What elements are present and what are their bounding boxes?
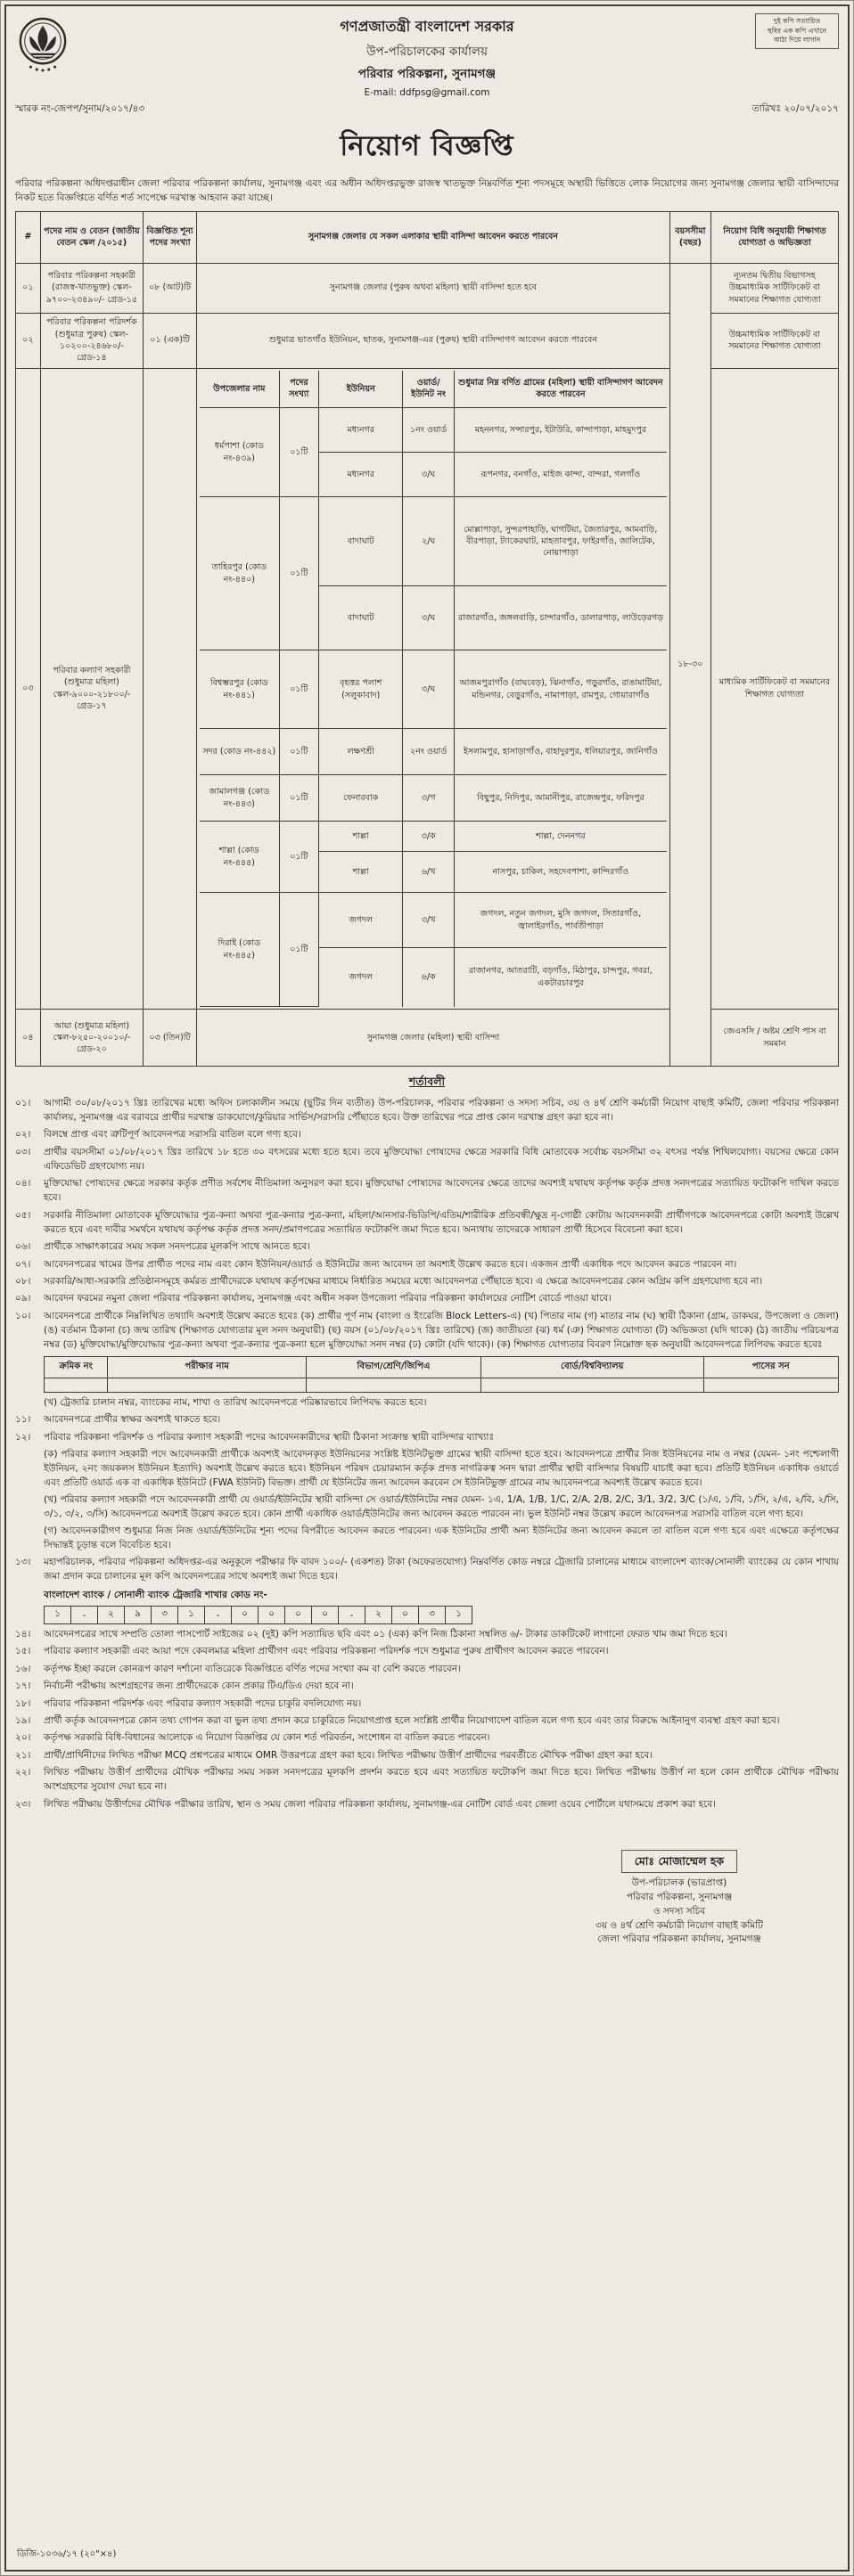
ward-number: ৬/খ bbox=[403, 852, 455, 893]
intro-paragraph: পরিবার পরিকল্পনা অধিদপ্তরাধীন জেলা পরিবার পরিকল্পনা কার্যালয়, সুনামগঞ্জ এবং এর অধীন অধিদপ্তরভুক্ত রাজস্ব খাতভুক্ত নিম্নবর্ণিত শূন্য পদসমূহে অস্থায়ী ভিত্তিতে লোক নিয়োগের জন্য সুনামগঞ্জ জেলার স্থায়ী বাসিন্দাদের নিকট হতে বিজ্ঞপ্তিতে বর্ণিত শর্ত সাপেক্ষে দরখাস্ত আহবান করা যাচ্ছে। bbox=[15, 178, 839, 204]
row2-vacancies: ০১ (এক)টি bbox=[144, 313, 197, 368]
condition-text: পরিবার কল্যাণ সহকারী এবং আয়া পদে কেবলমাত্র মহিলা প্রার্থীগণ এবং পরিবার পরিকল্পনা পরিদর্শক পদে শুধুমাত্র পুরুষ প্রার্থীগণ আবেদন করতে পারবেন। bbox=[44, 1646, 609, 1657]
bank-code-digit: - bbox=[205, 1607, 232, 1624]
union-name: জগদল bbox=[319, 948, 403, 1007]
condition-number: ০১। bbox=[15, 1098, 31, 1109]
condition-number: ১৬। bbox=[15, 1663, 31, 1674]
upazila-sadar: সদর (কোড নং-৪৪২) bbox=[200, 729, 279, 775]
posts-count: ০১টি bbox=[279, 893, 319, 1007]
condition-number: ০৪। bbox=[15, 1178, 31, 1190]
office-name: উপ-পরিচালকের কার্যালয় bbox=[366, 45, 488, 59]
condition-item-6 bbox=[15, 1240, 839, 1255]
condition-text: আবেদনপত্রের খামের উপর প্রার্থীত পদের নাম এবং কোন ইউনিয়ন/ওয়ার্ড ও ইউনিটের জন্য আবেদন তা অবশ্যই উল্লেখ করতে হবে। একজন প্রার্থী একাধিক পদে আবেদন করতে পারবেন না। bbox=[44, 1258, 737, 1270]
condition-number: ০৬। bbox=[15, 1241, 31, 1253]
subtable-row bbox=[200, 408, 667, 453]
ward-number: ৩/ক bbox=[403, 822, 455, 852]
blank-cell bbox=[307, 1378, 481, 1392]
condition-item-2 bbox=[15, 1128, 839, 1142]
condition-text: প্রার্থী/প্রার্থিনীদের লিখিত পরীক্ষা MCQ প্রশ্নপত্রের মাধ্যমে OMR উত্তরপত্রে গ্রহণ করা হবে। লিখিত পরীক্ষায় উত্তীর্ণ প্রার্থীদের পরবর্তীতে মৌখিক পরীক্ষা গ্রহণ করা হবে। bbox=[44, 1749, 653, 1761]
subtable-row bbox=[200, 822, 667, 852]
condition-number: ২২। bbox=[15, 1767, 31, 1779]
education-table-header-row bbox=[45, 1356, 839, 1378]
page-title: নিয়োগ বিজ্ঞপ্তি bbox=[340, 130, 514, 162]
bank-code-digit: - bbox=[71, 1607, 98, 1624]
row2-serial: ০২ bbox=[16, 313, 41, 368]
col-header-age: বয়সসীমা (বছর) bbox=[669, 211, 710, 263]
posts-count: ০১টি bbox=[279, 729, 319, 775]
upazila-bishwambarpur: বিশ্বম্ভরপুর (কোড নং-৪৪১) bbox=[200, 650, 279, 729]
subtable-row bbox=[200, 650, 667, 729]
condition-item-5 bbox=[15, 1209, 839, 1238]
header-center bbox=[139, 13, 716, 98]
ward-number: ২নং ওয়ার্ড bbox=[403, 729, 455, 775]
issue-date: তারিখঃ ২০/০৭/২০১৭ bbox=[751, 103, 839, 114]
signatory-name: মোঃ মোজাম্মেল হক bbox=[621, 1850, 737, 1874]
villages-list: বিছুপুর, নিদিপুর, আমানীপুর, রাজেন্দ্রপুর, ফরিদপুর bbox=[454, 775, 666, 822]
condition-item-16 bbox=[15, 1663, 839, 1677]
condition-item-10 bbox=[15, 1310, 839, 1353]
union-name: বৃহত্তর পলাশ (সলুকাবাদ) bbox=[319, 650, 403, 729]
condition-text: লিখিত পরীক্ষায় উত্তীর্ণ প্রার্থীদের মৌখিক পরীক্ষার সময় সকল সনদপত্রের মূলকপি প্রদর্শন করতে হবে এবং সত্যায়িত ফটোকপি জমা দিতে হবে। লিখিত পরীক্ষায় উত্তীর্ণ না হলে কোন প্রার্থীকে মৌখিক পরীক্ষায় অংশগ্রহণের সুযোগ দেয়া হবে না। bbox=[44, 1767, 839, 1793]
condition-item-18 bbox=[15, 1697, 839, 1712]
condition-text: পরিবার পরিকল্পনা পরিদর্শক এবং পরিবার কল্যাণ সহকারী পদের চাকুরি বদলিযোগ্য নয়। bbox=[44, 1697, 362, 1709]
condition-10-sub-b: (খ) ট্রেজারি চালান নম্বর, ব্যাংকের নাম, শাখা ও তারিখ আবেদনপত্রে পরিষ্কারভাবে লিপিবদ্ধ করতে হবে। bbox=[44, 1396, 427, 1408]
bank-code-digit: ০ bbox=[312, 1607, 339, 1624]
posts-count: ০১টি bbox=[279, 497, 319, 650]
bank-code-digit: ০ bbox=[259, 1607, 285, 1624]
bank-code-digit: ০ bbox=[232, 1607, 259, 1624]
upazila-dirai: দিরাই (কোড নং-৪৪৫) bbox=[200, 893, 279, 1007]
press-reference: ডিজি-১০৩৬/১৭ (২০"×৪) bbox=[17, 2549, 117, 2559]
condition-item-13 bbox=[15, 1556, 839, 1584]
condition-number: ২৩। bbox=[15, 1798, 31, 1810]
villages-list: মহননগর, সন্সারপুর, ইটাউরি, কান্দাপাড়া, মাহমুদপুর bbox=[454, 408, 666, 453]
condition-number: ১৫। bbox=[15, 1646, 31, 1657]
villages-list: রাজানগর, আতরাটি, বড়গাঁও, মিঠাপুর, চান্দপুর, গবরা, একটারচারপুর bbox=[454, 948, 666, 1007]
condition-item-21 bbox=[15, 1749, 839, 1763]
vacancy-row-2 bbox=[16, 313, 839, 368]
posts-count: ০১টি bbox=[279, 650, 319, 729]
bank-code-table bbox=[44, 1606, 472, 1624]
ward-number: ১নং ওয়ার্ড bbox=[403, 408, 455, 453]
condition-number: ২০। bbox=[15, 1732, 31, 1744]
blank-cell bbox=[481, 1378, 703, 1392]
villages-list: আজমপুরাগাঁও (বাঘবেড়), ঝিনাগাঁও, গড়ুরগাঁও, রাঙামাটিয়া, মন্ডিনগর, বেড়ুরগাঁও, নামাপাড়া, রামপুর, গোয়ারাগাঁও bbox=[454, 650, 666, 729]
condition-item-3 bbox=[15, 1146, 839, 1174]
condition-item-4 bbox=[15, 1177, 839, 1206]
bank-code-digit: - bbox=[339, 1607, 365, 1624]
row3-serial: ০৩ bbox=[16, 368, 41, 1010]
condition-number: ০৯। bbox=[15, 1293, 31, 1304]
photo-instruction-box bbox=[755, 13, 839, 49]
condition-text: আগামী ৩০/০৮/২০১৭ খ্রিঃ তারিখের মধ্যে অফিস চলাকালীন সময়ে (ছুটির দিন ব্যতীত) উপ-পরিচালক, পরিবার পরিকল্পনা ও সদস্য সচিব, ৩য় ও ৪র্থ শ্রেণি কর্মচারী নিয়োগ বাছাই কমিটি, জেলা পরিবার পরিকল্পনা কার্যালয়, সুনামগঞ্জ এর বরাবরে প্রার্থীর দরখাস্ত ডাকযোগে/কুরিয়ার সার্ভিস/সরাসরি পৌঁছাতে হবে। উক্ত তারিখের পরে প্রাপ্ত কোন দরখাস্ত গ্রহণ করা হবে না। bbox=[44, 1098, 839, 1123]
row3-area-subtable-cell bbox=[197, 368, 670, 1010]
condition-text: সরকারি/আধা-সরকারি প্রতিষ্ঠানসমূহে কর্মরত প্রার্থীদেরকে যথাযথ কর্তৃপক্ষের মাধ্যমে নির্ধারিত সময়ের মধ্যে আবেদনপত্র পৌঁছাতে হবে। এ ক্ষেত্রে আবেদনপত্রের কোন অগ্রিম কপি গ্রহণযোগ্য হবে না। bbox=[44, 1276, 763, 1288]
bank-code-digit: ৯ bbox=[125, 1607, 152, 1624]
condition-item-11 bbox=[15, 1413, 839, 1427]
education-info-table bbox=[44, 1356, 839, 1393]
condition-number: ০২। bbox=[15, 1129, 31, 1141]
bank-code-digit: ১ bbox=[178, 1607, 205, 1624]
sub-col-union: ইউনিয়ন bbox=[319, 371, 403, 408]
union-name: মধ্যনগর bbox=[319, 408, 403, 453]
subtable-row bbox=[200, 893, 667, 948]
subtable-row bbox=[200, 497, 667, 586]
signatory-committee-office: জেলা পরিবার পরিকল্পনা কার্যালয়, সুনামগঞ্জ bbox=[597, 1934, 761, 1945]
exam-col-name: পরীক্ষার নাম bbox=[108, 1356, 307, 1378]
bank-code-digit: ২ bbox=[365, 1607, 392, 1624]
row4-qualification: জেএসসি / অষ্টম শ্রেণি পাস বা সমমান bbox=[710, 1010, 838, 1067]
condition-number: ০৮। bbox=[15, 1276, 31, 1288]
upazila-dharmapasha: ধর্মপাশা (কোড নং-৪৩৯) bbox=[200, 408, 279, 497]
signatory-office: পরিবার পরিকল্পনা, সুনামগঞ্জ bbox=[626, 1892, 733, 1903]
condition-number: ১৭। bbox=[15, 1681, 31, 1692]
condition-item-15 bbox=[15, 1645, 839, 1659]
col-header-post: পদের নাম ও বেতন (জাতীয় বেতন স্কেল /২০১৫) bbox=[40, 211, 143, 263]
villages-list: রূপনগর, বনগাঁও, মাইজ কান্দা, বান্দরা, গলগাঁও bbox=[454, 453, 666, 497]
row2-area: শুধুমাত্র ভাতগাঁও ইউনিয়ন, ছাতক, সুনামগঞ্জ-এর (পুরুষ) স্থায়ী বাসিন্দাগণ আবেদন করতে পারবেন bbox=[197, 313, 670, 368]
bank-code-digit: ০ bbox=[285, 1607, 312, 1624]
conditions-list bbox=[15, 1097, 839, 1812]
condition-text: মুক্তিযোদ্ধা পোষ্যদের ক্ষেত্রে সরকার কর্তৃক প্রণীত সর্বশেষ নীতিমালা অনুসরণ করা হবে। মুক্তিযোদ্ধা পোষ্যদের আবেদনের ক্ষেত্রে তাদের অবশ্যই যথাযথ কর্তৃপক্ষ কর্তৃক প্রদত্ত সনদপত্রের সত্যায়িত ফটোকপি দাখিল করতে হবে। bbox=[44, 1178, 839, 1204]
col-header-qualification: নিয়োগ বিধি অনুযায়ী শিক্ষাগত যোগ্যতা ও অভিজ্ঞতা bbox=[710, 211, 838, 263]
condition-text: কর্তৃপক্ষ ইচ্ছা করলে কোনরূপ কারণ দর্শানো ব্যতিরেকে বিজ্ঞপ্তিতে বর্ণিত পদের সংখ্যা কম বা বেশি করতে পারবেন। bbox=[44, 1663, 461, 1674]
condition-number: ১১। bbox=[15, 1414, 31, 1426]
condition-text: আবেদনপত্রে প্রার্থীকে নিম্নলিখিত তথ্যাদি অবশ্যই উল্লেখ করতে হবেঃ (ক) প্রার্থীর পূর্ণ নাম (বাংলা ও ইংরেজি Block Letters-এ) (খ) পিতার নাম (গ) মাতার নাম (ঘ) স্থায়ী ঠিকানা (গ্রাম, ডাকঘর, উপজেলা ও জেলা) (ঙ) বর্তমান ঠিকানা (চ) জন্ম তারিখ (শিক্ষাগত যোগ্যতার মূল সনদ অনুযায়ী) (ছ) বয়স (০১/০৮/২০১৭ খ্রিঃ তারিখে) (জ) জাতীয়তা (ঝ) ধর্ম (ঞ) শিক্ষাগত যোগ্যতা (ট) অভিজ্ঞতা (যদি থাকে) (ঠ) জাতীয় পরিচয়পত্র নম্বর (ড) মুক্তিযোদ্ধা/মুক্তিযোদ্ধার পুত্র-কন্যা অথবা পুত্র-কন্যার পুত্র-কন্যা হলে মুক্তিযোদ্ধা সনদ নম্বর (ঢ) কোটা (যদি থাকে)। (ক) শিক্ষাগত যোগ্যতার বিবরণ নিম্নোক্ত ছক অনুযায়ী আবেদনপত্রে লিপিবদ্ধ করতে হবেঃ bbox=[44, 1310, 839, 1350]
ward-number: ৩/ঘ bbox=[403, 453, 455, 497]
blank-cell bbox=[703, 1378, 839, 1392]
memo-row bbox=[15, 102, 839, 118]
vacancy-row-4 bbox=[16, 1010, 839, 1067]
condition-text: আবেদন ফরমের নমুনা জেলা পরিবার পরিকল্পনা কার্যালয়, সুনামগঞ্জ এবং অধীন সকল উপজেলা পরিবার পরিকল্পনা কার্যালয়ের নোটিশ বোর্ডে পাওয়া যাবে। bbox=[44, 1293, 612, 1304]
header bbox=[15, 13, 839, 99]
condition-item-1 bbox=[15, 1097, 839, 1125]
conditions-heading: শর্তাবলী bbox=[408, 1075, 446, 1089]
union-name: শাল্লা bbox=[319, 852, 403, 893]
sub-col-upazila: উপজেলার নাম bbox=[200, 371, 279, 408]
row4-vacancies: ০৩ (তিন)টি bbox=[144, 1010, 197, 1067]
sub-col-ward: ওয়ার্ড/ ইউনিট নং bbox=[403, 371, 455, 408]
villages-list: রাজারগাঁও, জঙ্গলবাড়ি, চান্দারগাঁও, ডালারপাড়, লাউড়েরগড় bbox=[454, 586, 666, 650]
condition-item-8 bbox=[15, 1275, 839, 1289]
condition-text: প্রার্থীকে সাক্ষাৎকারের সময় সকল সনদপত্রের মূলকপি সাথে আনতে হবে। bbox=[44, 1241, 310, 1253]
row4-area: সুনামগঞ্জ জেলার (মহিলা) স্থায়ী বাসিন্দা bbox=[197, 1010, 670, 1067]
villages-list: ইসলামপুর, হাসাড়াগাঁও, বাহাদুরপুর, ধলিয়ারপুর, জানিগাঁও bbox=[454, 729, 666, 775]
condition-item-12 bbox=[15, 1431, 839, 1445]
col-header-vacancies: বিজ্ঞপ্তিত শূন্য পদের সংখ্যা bbox=[144, 211, 197, 263]
row3-post: পরিবার কল্যাণ সহকারী (শুধুমাত্র মহিলা) স্কেল-৯০০০-২১৮০০/- গ্রেড-১৭ bbox=[40, 368, 143, 1010]
row4-post: আয়া (শুধুমাত্র মহিলা) স্কেল-৮২৫০-২০০১০/- গ্রেড-২০ bbox=[40, 1010, 143, 1067]
education-table-blank-row bbox=[45, 1378, 839, 1392]
condition-number: ১০। bbox=[15, 1310, 31, 1321]
condition-text: সরকারি নীতিমালা মোতাবেক মুক্তিযোদ্ধার পুত্র-কন্যা অথবা পুত্র-কন্যার পুত্র-কন্যা, মহিলা/আনসার-ভিডিপি/এতিম/শারীরিক প্রতিবন্ধী/ক্ষুদ্র নৃ-গোষ্ঠী কোটায় আবেদনকারী প্রার্থীগণকে আবেদনপত্রে কোটা অবশ্যই উল্লেখ করতে হবে এবং দাবীর সমর্থনে যথাযথ কর্তৃপক্ষ কর্তৃক প্রদত্ত সনদ/প্রমাণপত্রের সত্যায়িত ফটোকপি জমা দিতে হবে। অন্যথায় তাদেরকে সাধারণ প্রার্থী হিসেবে বিবেচনা করা হবে। bbox=[44, 1209, 839, 1235]
bank-code-digit: ৩ bbox=[419, 1607, 446, 1624]
ward-number: ৩/গ bbox=[403, 775, 455, 822]
condition-text: আবেদনপত্রে প্রার্থীর স্বাক্ষর অবশ্যই থাকতে হবে। bbox=[44, 1414, 221, 1426]
signatory-designation: উপ-পরিচালক (ভারপ্রাপ্ত) bbox=[631, 1877, 727, 1889]
row1-serial: ০১ bbox=[16, 263, 41, 313]
union-name: লক্ষণশ্রী bbox=[319, 729, 403, 775]
condition-text: প্রার্থী কর্তৃক আবেদনপত্রে কোন তথ্য গোপন করা বা ভুল তথ্য প্রদান করে চাকুরিতে নিয়োগপ্রাপ্ত হলে সংশ্লিষ্ট প্রার্থীর নিয়োগাদেশ বাতিল বলে গণ্য হবে এবং তার বিরুদ্ধে আইনানুগ ব্যবস্থা গ্রহণ করা হবে। bbox=[44, 1714, 780, 1726]
sub-col-villages: শুধুমাত্র নিম্ন বর্ণিত গ্রামের (মহিলা) স্থায়ী বাসিন্দাগণ আবেদন করতে পারবেন bbox=[454, 371, 666, 408]
sub-col-posts: পদের সংখ্যা bbox=[279, 371, 319, 408]
upazila-jamalganj: জামালগঞ্জ (কোড নং-৪৪৩) bbox=[200, 775, 279, 822]
exam-col-year: পাসের সন bbox=[703, 1356, 839, 1378]
exam-col-serial: ক্রমিক নং bbox=[45, 1356, 108, 1378]
condition-item-22 bbox=[15, 1766, 839, 1795]
row1-post: পরিবার পরিকল্পনা সহকারী (রাজস্ব-খাতভুক্ত) স্কেল- ৯৭০০-২৩৪৯০/- গ্রেড-১৫ bbox=[40, 263, 143, 313]
row1-area: সুনামগঞ্জ জেলার (পুরুষ অথবা মহিলা) স্থায়ী বাসিন্দা হতে হবে bbox=[197, 263, 670, 313]
condition-item-14 bbox=[15, 1628, 839, 1642]
bank-code-digit: ০ bbox=[392, 1607, 419, 1624]
villages-list: নাসপুর, চাকিল, সহদেবপাশা, কান্দিরগাঁও bbox=[454, 852, 666, 893]
ward-number: ৩/ঘ bbox=[403, 586, 455, 650]
vacancy-row-1 bbox=[16, 263, 839, 313]
posts-count: ০১টি bbox=[279, 822, 319, 893]
bank-code-label: বাংলাদেশ ব্যাংক / সোনালী ব্যাংক ট্রেজারি শাখার কোড নং- bbox=[44, 1590, 267, 1601]
condition-12-sub-b: (খ) পরিবার কল্যাণ সহকারী পদে আবেদনকারী প্রার্থী যে ওয়ার্ড/ইউনিটের স্থায়ী বাসিন্দা সে ওয়ার্ড/ইউনিটের নম্বর যেমন- ১এ, 1/A, 1/B, 1/C, 2/A, 2/B, 2/C, 3/1, 3/2, 3/C (১/এ, ১/বি, ১/সি, ২/এ, ২/বি, ২/সি, ৩/১, ৩/২, ৩/সি) আবেদনপত্রে অবশ্যই উল্লেখ করতে হবে। কোন প্রার্থী একাধিক ওয়ার্ড/ইউনিটের জন্য আবেদন করতে পারবেন না। ভুল ইউনিট নম্বর উল্লেখ করলে আবেদনপত্র সরাসরি বাতিল বলে গণ্য হবে। bbox=[44, 1494, 839, 1519]
condition-number: ১৯। bbox=[15, 1714, 31, 1726]
ward-number: ২/ঘ bbox=[403, 497, 455, 586]
condition-text: আবেদনপত্রের সাথে সম্প্রতি তোলা পাসপোর্ট সাইজের ০২ (দুই) কপি সত্যায়িত ছবি এবং ০১ (এক) কপি নিজ ঠিকানা সম্বলিত ৬/- টাকার ডাকটিকেট লাগানো ফেরত খাম জমা দিতে হবে। bbox=[44, 1628, 727, 1640]
photo-box-line-2: ছবির এক কপি এখানে bbox=[768, 26, 826, 35]
union-name: বাদাঘাট bbox=[319, 586, 403, 650]
condition-12-sub-a: (ক) পরিবার কল্যাণ সহকারী পদে আবেদনকারী প্রার্থীকে অবশ্যই আবেদনকৃত ইউনিয়নের সংশ্লিষ্ট ইউনিটভুক্ত গ্রামের স্থায়ী বাসিন্দা হতে হবে। আবেদনপত্রে প্রার্থীর নিজ ইউনিয়নের নাম ও নম্বর (যেমন- ১নং পশ্চেলাগী ইউনিয়ন, ২নং জয়কলস ইউনিয়ন ইত্যাদি) অবশ্যই উল্লেখ করতে হবে। ইউনিয়ন পরিষদ চেয়ারম্যান কর্তৃক প্রদত্ত নাগরিকত্ব সনদ দ্বারা প্রার্থীর স্থায়ী বাসিন্দার বিষয়টি যাচাই করা হবে। প্রতিটি ইউনিয়ন একাধিক ওয়ার্ডে এবং প্রতিটি ওয়ার্ড এক বা একাধিক ইউনিটে (FWA ইউনিট) বিভক্ত। প্রার্থী যে ইউনিটের জন্য আবেদন করবেন সে ইউনিটভুক্ত গ্রামের নাম আবেদনপত্রে অবশ্যই উল্লেখ করতে হবে। bbox=[44, 1449, 839, 1489]
blank-cell bbox=[108, 1378, 307, 1392]
exam-col-board: বোর্ড/বিশ্ববিদ্যালয় bbox=[481, 1356, 703, 1378]
signatory-committee: ৩য় ও ৪র্থ শ্রেণি কর্মচারী নিয়োগ বাছাই কমিটি bbox=[595, 1919, 763, 1931]
condition-item-17 bbox=[15, 1680, 839, 1694]
posts-count: ০১টি bbox=[279, 408, 319, 497]
bank-code-digit: ১ bbox=[45, 1607, 71, 1624]
posts-count: ০১টি bbox=[279, 775, 319, 822]
union-name: শাল্লা bbox=[319, 822, 403, 852]
row2-post: পরিবার পরিকল্পনা পরিদর্শক (শুধুমাত্র পুরুষ) স্কেল- ১০২০০-২৪৬৮০/- গ্রেড-১৪ bbox=[40, 313, 143, 368]
subtable-row bbox=[200, 775, 667, 822]
exam-col-division: বিভাগ/শ্রেণি/জিপিএ bbox=[307, 1356, 481, 1378]
bank-code-row bbox=[45, 1607, 472, 1624]
condition-item-19 bbox=[15, 1714, 839, 1729]
ward-number: ৩/খ bbox=[403, 893, 455, 948]
condition-text: প্রার্থীর বয়সসীমা ০১/০৮/২০১৭ খ্রিঃ তারিখে ১৮ হতে ৩০ বৎসরের মধ্যে হতে হবে। তবে মুক্তিযোদ্ধা পোষ্যদের ক্ষেত্রে সরকারি বিধি মোতাবেক সর্বোচ্চ বয়সসীমা ৩২ বৎসর পর্যন্ত শিথিলযোগ্য। বয়সের ক্ষেত্রে কোন এফিডেভিট গ্রহণযোগ্য নয়। bbox=[44, 1146, 839, 1172]
memo-number: স্মারক নং-জেপপ/সুনাম/২০১৭/৪৩ bbox=[15, 103, 145, 114]
bank-code-digit: ২ bbox=[98, 1607, 125, 1624]
email-line: E-mail: ddfpsg@gmail.com bbox=[364, 87, 490, 98]
condition-number: ০৭। bbox=[15, 1258, 31, 1270]
age-range-cell: ১৮-৩০ bbox=[669, 263, 710, 1067]
blank-cell bbox=[45, 1378, 108, 1392]
condition-item-20 bbox=[15, 1731, 839, 1746]
row4-serial: ০৪ bbox=[16, 1010, 41, 1067]
bank-code-digit: ১ bbox=[446, 1607, 472, 1624]
row1-qualification: ন্যূনতম দ্বিতীয় বিভাগসহ উচ্চমাধ্যমিক সার্টিফিকেট বা সমমানের শিক্ষাগত যোগ্যতা bbox=[710, 263, 838, 313]
condition-number: ১৩। bbox=[15, 1557, 31, 1568]
upazila-tahirpur: তাহিরপুর (কোড নং-৪৪০) bbox=[200, 497, 279, 650]
subtable-row bbox=[200, 729, 667, 775]
document-frame bbox=[4, 4, 850, 2572]
condition-12-sub-c: (গ) আবেদনকারীগণ শুধুমাত্র নিজ নিজ ওয়ার্ড/ইউনিটের শূন্য পদের বিপরীতে আবেদন করতে পারবেন। এক ইউনিটের প্রার্থী অন্য ইউনিটের জন্য আবেদন করলে তা বাতিল বলে গণ্য হবে এবং এক্ষেত্রে কর্তৃপক্ষের সিদ্ধান্তই চূড়ান্ত বলে বিবেচিত হবে। bbox=[44, 1525, 839, 1550]
signatory-role: ও সদস্য সচিব bbox=[653, 1905, 706, 1917]
department-name: পরিবার পরিকল্পনা, সুনামগঞ্জ bbox=[357, 67, 497, 81]
subtable-header-row bbox=[200, 371, 667, 408]
condition-text: বিলম্বে প্রাপ্ত এবং ত্রুটিপূর্ণ আবেদনপত্র সরাসরি বাতিল বলে গণ্য হবে। bbox=[44, 1129, 301, 1141]
ward-number: ৬/ক bbox=[403, 948, 455, 1007]
govt-emblem-logo bbox=[17, 15, 69, 74]
condition-text: পরিবার পরিকল্পনা পরিদর্শক ও পরিবার কল্যাণ সহকারী পদের আবেদনকারীদের স্থায়ী ঠিকানা সংক্রান্ত স্থায়ী বাসিন্দার ব্যাখ্যাঃ bbox=[44, 1431, 495, 1443]
condition-item-23 bbox=[15, 1798, 839, 1812]
condition-number: ০৫। bbox=[15, 1209, 31, 1221]
condition-number: ১৮। bbox=[15, 1697, 31, 1709]
upazila-shalla: শাল্লা (কোড নং-৪৪৪) bbox=[200, 822, 279, 893]
row3-subtable bbox=[200, 371, 667, 1008]
union-name: বাদাঘাট bbox=[319, 497, 403, 586]
condition-number: ২১। bbox=[15, 1749, 31, 1761]
villages-list: মোল্লাপাড়া, সুন্দরপাহাড়ি, ঘাগটিয়া, জৈতারপুর, আমবাড়ি, বীরপাড়া, ট্যাকেরঘাট, মাহতাবপুর, ফাইরগাঁও, জালিটেক, নোয়াপাড়া bbox=[454, 497, 666, 586]
row1-vacancies: ০৮ (আট)টি bbox=[144, 263, 197, 313]
col-header-serial: # bbox=[16, 211, 41, 263]
condition-text: নির্বাচনী পরীক্ষায় অংশগ্রহণের জন্য প্রার্থীদেরকে কোন প্রকার টিএ/ডিএ দেয়া হবে না। bbox=[44, 1681, 354, 1692]
ward-number: ৩/ঘ bbox=[403, 650, 455, 729]
vacancy-table bbox=[15, 211, 839, 1067]
government-name: গণপ্রজাতন্ত্রী বাংলাদেশ সরকার bbox=[340, 18, 514, 35]
union-name: জগদল bbox=[319, 893, 403, 948]
union-name: ফেনারবাক bbox=[319, 775, 403, 822]
union-name: মধ্যনগর bbox=[319, 453, 403, 497]
villages-list: জগদল, নতুন জগদল, মুসি জগদল, সিতারগাঁও, জ্বালাইরগাঁও, পার্বতীপাড়া bbox=[454, 893, 666, 948]
row3-qualification: মাধ্যমিক সার্টিফিকেট বা সমমানের শিক্ষাগত যোগ্যতা bbox=[710, 368, 838, 1010]
bank-code-digit: ৩ bbox=[152, 1607, 178, 1624]
condition-text: লিখিত পরীক্ষায় উত্তীর্ণদের মৌখিক পরীক্ষার তারিখ, স্থান ও সময় জেলা পরিবার পরিকল্পনা কার্যালয়, সুনামগঞ্জ-এর নোটিশ বোর্ড এবং জেলা ওয়েব পোর্টালে যথাসময়ে প্রকাশ করা হবে। bbox=[44, 1798, 716, 1810]
photo-box-line-1: দুই কপি সত্যায়িত bbox=[773, 17, 821, 25]
condition-number: ১৪। bbox=[15, 1628, 31, 1640]
condition-number: ১২। bbox=[15, 1431, 31, 1443]
condition-item-7 bbox=[15, 1258, 839, 1272]
signature-block bbox=[523, 1850, 835, 1948]
row3-vacancies bbox=[144, 368, 197, 1010]
condition-text: কর্তৃপক্ষ সরকারি বিধি-বিধানের আলোকে এ নিয়োগ বিজ্ঞপ্তির যে কোন শর্ত পরিবর্তন, সংশোধন বা বাতিল করতে পারবেন। bbox=[44, 1732, 490, 1744]
col-header-area: সুনামগঞ্জ জেলার যে সকল এলাকার স্থায়ী বাসিন্দা আবেদন করতে পারবেন bbox=[197, 211, 670, 263]
vacancy-row-3 bbox=[16, 368, 839, 1010]
photo-box-line-3: আঠা দিয়ে লাগান bbox=[773, 36, 821, 44]
condition-number: ০৩। bbox=[15, 1146, 31, 1157]
villages-list: শাল্লা, দেননগর bbox=[454, 822, 666, 852]
condition-text: মহাপরিচালক, পরিবার পরিকল্পনা অধিদপ্তর-এর অনুকূলে পরীক্ষার ফি বাবদ ১০০/- (একশত) টাকা (অফেরতযোগ্য) নিম্নবর্ণিত কোড নম্বরে ট্রেজারি চালানের মাধ্যমে বাংলাদেশ ব্যাংক/সোনালী ব্যাংকের যে কোন শাখায় জমা প্রদান করে চালানের মূল কপি আবেদনপত্রের সাথে অবশ্যই জমা দিতে হবে। bbox=[44, 1557, 839, 1582]
vacancy-table-header-row bbox=[16, 211, 839, 263]
row2-qualification: উচ্চমাধ্যমিক সার্টিফিকেট বা সমমানের শিক্ষাগত যোগ্যতা bbox=[710, 313, 838, 368]
condition-item-9 bbox=[15, 1292, 839, 1306]
